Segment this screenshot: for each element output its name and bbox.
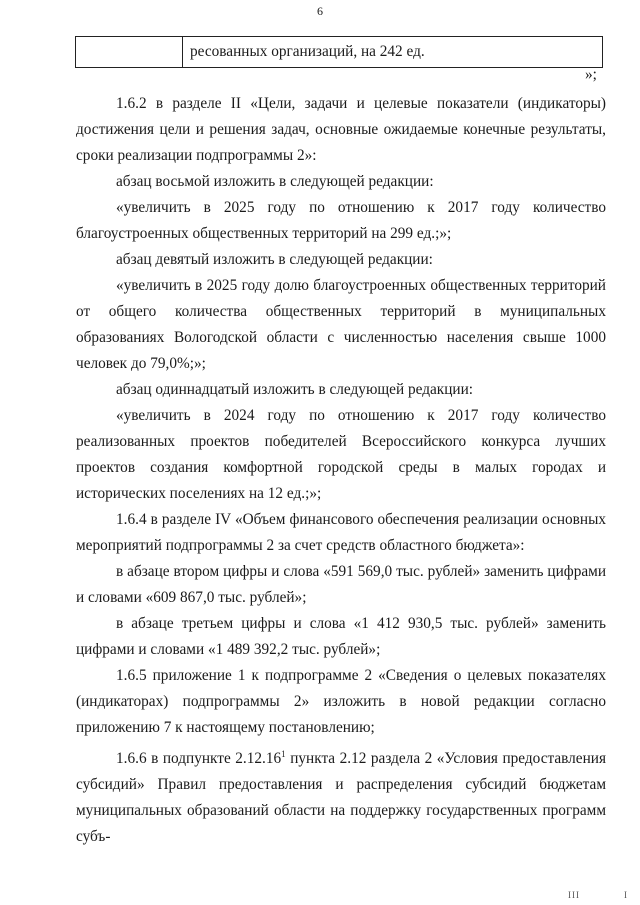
scan-mark-right: I (624, 890, 627, 900)
table-cell-text: ресованных организаций, на 242 ед. (190, 43, 425, 60)
document-body (76, 91, 606, 850)
closing-quote-mark: »; (585, 66, 597, 83)
paragraph-abzac-11: абзац одиннадцатый изложить в следующей редакции: (116, 381, 474, 398)
paragraph-abzac-2-change: в абзаце втором цифры и слова «591 569,0 тыс. рублей» заменить цифрами и словами «609 867,0 тыс. рублей»; (76, 563, 606, 606)
paragraph-abzac-11-text: «увеличить в 2024 году по отношению к 2017 году количество реализованных проектов победителей Всероссийского конкурса лучших проектов создания комфортной городской среды в малых городах и исторических поселениях на 12 ед.;»; (76, 407, 606, 502)
table-row (75, 36, 603, 68)
page-number: 6 (317, 4, 323, 18)
paragraph-1-6-6 (76, 741, 606, 850)
paragraph-abzac-8-text: «увеличить в 2025 году по отношению к 2017 году количество благоустроенных общественных территорий на 299 ед.;»; (76, 199, 606, 242)
paragraph-1-6-4: 1.6.4 в разделе IV «Объем финансового обеспечения реализации основных мероприятий подпрограммы 2 за счет средств областного бюджета»: (76, 511, 606, 554)
superscript-index: 1 (281, 749, 286, 759)
paragraph-abzac-3-change: в абзаце третьем цифры и слова «1 412 930,5 тыс. рублей» заменить цифрами и словами «1 489 392,2 тыс. рублей»; (76, 615, 606, 658)
paragraph-1-6-2: 1.6.2 в разделе II «Цели, задачи и целевые показатели (индикаторы) достижения цели и решения задач, основные ожидаемые конечные результаты, сроки реализации подпрограммы 2»: (76, 95, 606, 164)
table-cell-empty (76, 37, 183, 67)
paragraph-1-6-5: 1.6.5 приложение 1 к подпрограмме 2 «Сведения о целевых показателях (индикаторах) подпрограммы 2» изложить в новой редакции согласно приложению 7 к настоящему постановлению; (76, 667, 606, 736)
paragraph-1-6-6-rest: пункта 2.12 раздела 2 «Условия предоставления субсидий» Правил предоставления и распределения субсидий бюджетам муниципальных образований области на поддержку государственных программ субъ- (76, 750, 606, 846)
paragraph-abzac-8: абзац восьмой изложить в следующей редакции: (116, 173, 434, 190)
paragraph-1-6-6-start: 1.6.6 в подпункте 2.12.16 (116, 750, 282, 768)
scan-mark-left: III (568, 890, 580, 900)
paragraph-abzac-9: абзац девятый изложить в следующей редакции: (116, 251, 433, 268)
paragraph-abzac-9-text: «увеличить в 2025 году долю благоустроенных общественных территорий от общего количества общественных территорий в муниципальных образованиях Вологодской области с численностью населения свыше 1000 человек до 79,0%;»; (76, 277, 606, 372)
